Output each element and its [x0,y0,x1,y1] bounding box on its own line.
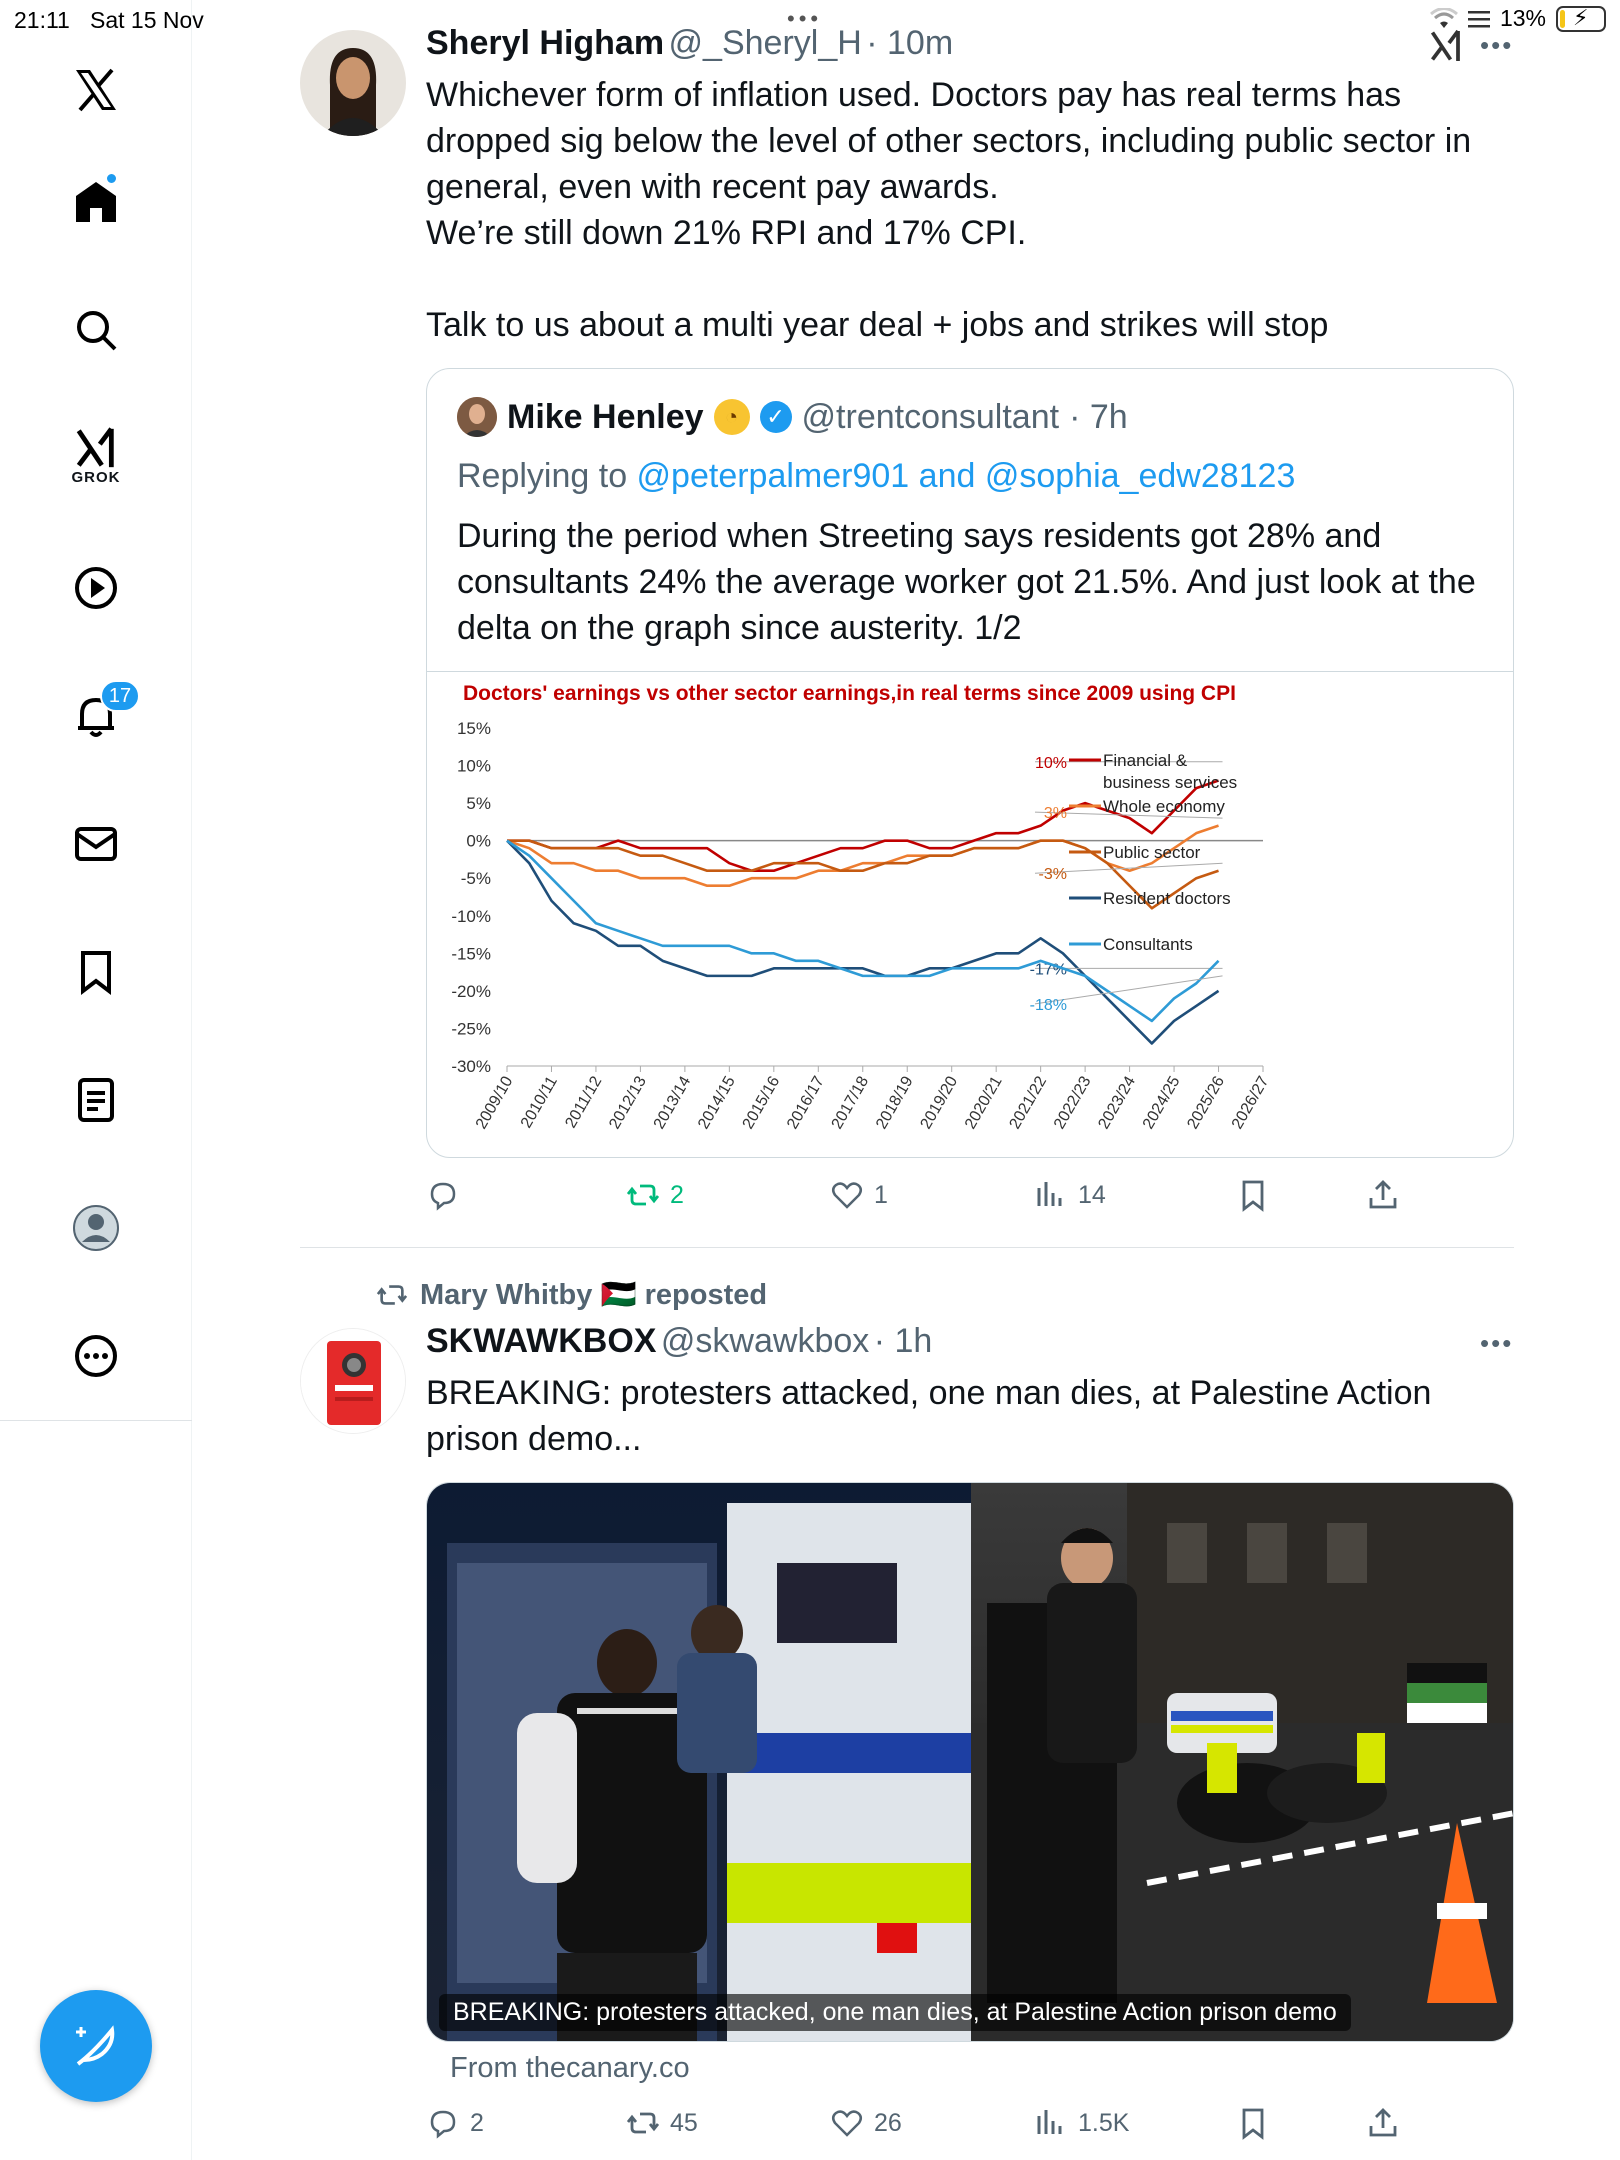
status-date: Sat 15 Nov [90,7,204,33]
wifi-icon [1430,8,1458,30]
x-tick-label: 2025/26 [1184,1073,1228,1133]
repost-icon [626,1178,660,1212]
legend-label: Public sector [1103,843,1201,862]
repost-icon [626,2106,660,2140]
end-label: -17% [1029,961,1067,979]
author-handle[interactable]: @_Sheryl_H [668,24,862,62]
share-button[interactable] [1366,2106,1400,2140]
tweet-text: BREAKING: protesters attacked, one man dies, at Palestine Action prison demo... [426,1374,1432,1458]
legend-label: Whole economy [1103,797,1225,816]
like-button[interactable] [830,1178,888,1212]
views-count: 1.5K [1078,2108,1130,2137]
quote-avatar[interactable] [457,397,497,437]
repost-icon [376,1279,408,1311]
end-label: -3% [1038,866,1067,884]
media-image[interactable] [426,1482,1514,2042]
sidebar-item-profile[interactable] [56,1188,136,1268]
x-tick-label: 2023/24 [1095,1073,1140,1133]
replying-to-prefix: Replying to [457,457,637,495]
chart-title: Doctors' earnings vs other sector earnings,in real terms since 2009 using CPI [463,682,1236,705]
tweet-actions [426,2106,1514,2150]
y-tick-label: 5% [466,794,491,814]
profile-avatar-icon [72,1204,120,1252]
like-count: 26 [874,2108,902,2137]
end-label: 10% [1034,754,1067,772]
sidebar-item-more[interactable] [56,1316,136,1396]
x-tick-label: 2009/10 [472,1073,517,1133]
sidebar-item-notifications[interactable] [56,676,136,756]
tweet-text: Whichever form of inflation used. Doctors pay has real terms has dropped sig below the level of other sectors, including public sector in general, even with recent pay awards. We’re still down 21% RPI and 17% CPI. Talk to us about a multi year deal + jobs and strikes will stop [426,76,1472,344]
y-tick-label: 0% [466,831,491,851]
tweet-actions [426,1178,1514,1222]
media-caption: BREAKING: protesters attacked, one man dies, at Palestine Action prison demo [439,1994,1351,2031]
x-logo-icon[interactable] [56,50,136,130]
status-time: 21:11 [14,7,70,33]
replying-to-handles[interactable]: @peterpalmer901 and @sophia_edw28123 [636,457,1296,495]
compose-button[interactable] [40,1990,152,2102]
legend-label: Resident doctors [1103,889,1231,908]
share-icon [1366,1178,1400,1212]
like-count: 1 [874,1180,888,1209]
reply-count: 2 [470,2108,484,2137]
heart-icon [830,2106,864,2140]
x-tick-label: 2010/11 [517,1073,561,1132]
replying-to [457,457,1295,496]
x-tick-label: 2013/14 [650,1073,695,1133]
chart-image[interactable] [427,671,1514,1158]
quote-author-name[interactable]: Mike Henley [507,397,704,436]
repost-button[interactable] [626,2106,698,2140]
more-circle-icon [72,1332,120,1380]
like-button[interactable] [830,2106,902,2140]
multitask-dots-icon[interactable]: ••• [787,6,823,31]
quote-text: During the period when Streeting says residents got 28% and consultants 24% the average worker got 21.5%. And just look at the delta on the graph since austerity. 1/2 [457,517,1476,647]
news-photo [427,1483,1514,2042]
legend-label: Consultants [1103,935,1193,954]
sidebar-item-home[interactable] [56,162,136,242]
x-tick-label: 2012/13 [606,1073,650,1133]
author-name[interactable]: SKWAWKBOX [426,1322,657,1360]
grok-label: GROK [71,468,121,486]
home-icon [72,178,120,226]
quote-tweet[interactable] [426,368,1514,1158]
author-handle[interactable]: @skwawkbox [660,1322,870,1360]
mail-icon [72,820,120,868]
reply-button[interactable] [426,1178,470,1212]
reply-icon [426,1178,460,1212]
y-tick-label: -30% [451,1057,491,1076]
share-icon [1366,2106,1400,2140]
repost-button[interactable] [626,1178,684,1212]
compose-feather-icon [72,2022,120,2070]
tweet-separator [300,1247,1514,1248]
quote-header [457,397,1128,437]
reply-icon [426,2106,460,2140]
reposted-by: Mary Whitby 🇵🇸 reposted [420,1279,768,1311]
list-icon [1468,9,1490,29]
share-button[interactable] [1366,1178,1400,1212]
verified-badge-icon: ✓ [760,401,792,433]
sidebar-item-search[interactable] [56,290,136,370]
y-tick-label: -5% [460,869,491,889]
x-tick-label: 2019/20 [917,1073,962,1133]
end-label: 3% [1043,805,1067,823]
x-tick-label: 2014/15 [695,1073,739,1133]
repost-context[interactable] [376,1278,767,1312]
avatar[interactable] [300,30,406,136]
end-label: -18% [1029,996,1067,1014]
bookmark-icon [1236,2106,1270,2140]
views-chart-icon [1034,2106,1068,2140]
sidebar-item-messages[interactable] [56,804,136,884]
home-notification-dot [105,172,118,185]
reply-button[interactable] [426,2106,484,2140]
legend-label: Financial & [1103,751,1188,770]
views-chart-icon [1034,1178,1068,1212]
y-tick-label: -20% [451,981,491,1001]
grok-icon [73,425,119,471]
avatar[interactable] [300,1328,406,1434]
list-doc-icon [72,1076,120,1124]
x-tick-label: 2020/21 [961,1073,1006,1133]
search-icon [72,306,120,354]
legend-label: business services [1103,773,1238,792]
y-tick-label: 15% [456,719,491,738]
sidebar-item-grok[interactable] [56,415,136,495]
grok-icon[interactable] [1428,28,1464,64]
x-tick-label: 2026/27 [1228,1073,1273,1133]
quote-time: · 7h [1069,397,1128,436]
views-button[interactable] [1034,1178,1106,1212]
x-tick-label: 2017/18 [828,1073,873,1133]
sidebar-item-lists[interactable] [56,1060,136,1140]
bookmark-button[interactable] [1236,2106,1270,2140]
raised-eyebrow-emoji-icon: ◔ [714,399,750,435]
source-link[interactable]: From thecanary.co [450,2052,690,2084]
views-count: 14 [1078,1180,1106,1209]
sidebar-divider [0,1420,192,1421]
y-tick-label: 10% [456,756,491,776]
sidebar-item-video[interactable] [56,548,136,628]
author-name[interactable]: Sheryl Higham [426,24,665,62]
bookmark-icon [72,948,120,996]
bookmark-button[interactable] [1236,1178,1270,1212]
tweet-header [426,24,953,63]
battery-icon: ⚡ [1556,6,1606,32]
x-tick-label: 2011/12 [562,1073,606,1132]
bookmark-icon [1236,1178,1270,1212]
y-tick-label: -25% [451,1019,491,1039]
battery-percent: 13% [1499,5,1546,31]
y-tick-label: -10% [451,906,491,926]
play-circle-icon [72,564,120,612]
notification-badge: 17 [100,680,140,712]
more-options-icon[interactable]: ••• [1480,30,1514,60]
sidebar-item-bookmarks[interactable] [56,932,136,1012]
tweet-time[interactable]: · 1h [873,1322,933,1360]
tweet-header [426,1322,932,1361]
x-tick-label: 2024/25 [1139,1073,1184,1133]
quote-author-handle[interactable]: @trentconsultant [801,397,1060,436]
x-tick-label: 2018/19 [873,1073,917,1133]
x-tick-label: 2015/16 [739,1073,784,1133]
x-tick-label: 2016/17 [784,1073,828,1133]
repost-count: 45 [670,2108,698,2137]
tweet-time[interactable]: · 10m [866,24,954,62]
views-button[interactable] [1034,2106,1129,2140]
y-tick-label: -15% [451,944,491,964]
sidebar [0,0,192,2160]
x-tick-label: 2022/23 [1050,1073,1095,1133]
line-chart [427,672,1514,1158]
more-options-icon[interactable]: ••• [1480,1328,1514,1358]
x-tick-label: 2021/22 [1006,1073,1051,1133]
heart-icon [830,1178,864,1212]
repost-count: 2 [670,1180,684,1209]
